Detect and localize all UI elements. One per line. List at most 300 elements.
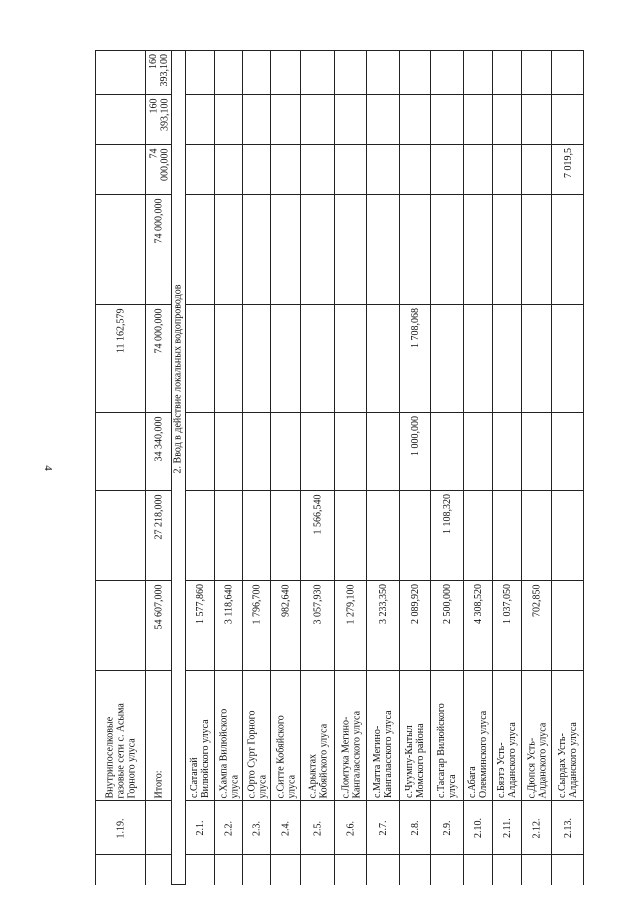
cell-text: с.Арыктах Кобяйского улуса bbox=[306, 723, 329, 798]
cell-value-2021 bbox=[400, 491, 430, 581]
cell-text bbox=[188, 198, 212, 302]
cell-value-2026 bbox=[186, 95, 214, 145]
cell-text: 1 000,000 bbox=[409, 416, 421, 456]
cell-value-2024 bbox=[493, 195, 521, 305]
cell-text bbox=[369, 98, 397, 142]
cell-text: 4 308,520 bbox=[472, 584, 484, 624]
cell-text bbox=[402, 98, 428, 142]
table-row bbox=[492, 50, 521, 885]
cell-text bbox=[433, 98, 461, 142]
cell-text: 1 796,700 bbox=[251, 584, 262, 624]
cell-text: с.Хампа Вилюйского улуса bbox=[217, 708, 240, 798]
cell-value-2025 bbox=[400, 145, 430, 195]
cell-text: 1.19. bbox=[115, 818, 126, 838]
cell-value-2022 bbox=[493, 413, 521, 491]
cell-value-2025 bbox=[146, 145, 171, 195]
cell-name bbox=[493, 671, 521, 801]
cell-value-2027 bbox=[367, 50, 399, 95]
cell-num bbox=[243, 801, 270, 855]
cell-value-2023 bbox=[243, 305, 270, 413]
table-row bbox=[334, 50, 366, 885]
cell-text bbox=[466, 494, 490, 578]
cell-value-2026 bbox=[552, 95, 584, 145]
cell-name bbox=[301, 671, 334, 801]
cell-value-2020 bbox=[400, 581, 430, 671]
cell-value-2020 bbox=[271, 581, 300, 671]
cell-value-2025 bbox=[186, 145, 214, 195]
cell-name bbox=[335, 671, 366, 801]
cell-value-2023 bbox=[400, 305, 430, 413]
cell-value-2020 bbox=[243, 581, 270, 671]
cell-value-2022 bbox=[464, 413, 492, 491]
cell-text bbox=[524, 198, 549, 302]
cell-value-2023 bbox=[271, 305, 300, 413]
cell-value-2026 bbox=[335, 95, 366, 145]
cell-value-2023 bbox=[301, 305, 334, 413]
cell-value-2023 bbox=[146, 305, 171, 413]
cell-value-2025 bbox=[493, 145, 521, 195]
cell-text bbox=[245, 54, 268, 93]
cell-value-2027 bbox=[431, 50, 463, 95]
section-header-cell bbox=[172, 50, 185, 885]
cell-value-2025 bbox=[243, 145, 270, 195]
cell-text bbox=[217, 416, 240, 488]
cell-value-2024 bbox=[243, 195, 270, 305]
cell-text: 2.13. bbox=[562, 818, 574, 838]
cell-value-2021 bbox=[301, 491, 334, 581]
cell-text: 2 500,000 bbox=[441, 584, 453, 624]
cell-text bbox=[495, 308, 519, 410]
cell-name bbox=[522, 671, 551, 801]
cell-text bbox=[554, 416, 582, 488]
cell-value-2026 bbox=[146, 95, 171, 145]
cell-text bbox=[495, 98, 519, 142]
cell-text bbox=[273, 416, 298, 488]
cell-num bbox=[186, 801, 214, 855]
table-row bbox=[521, 50, 551, 885]
cell-text bbox=[245, 198, 268, 302]
cell-text: 2.5. bbox=[312, 820, 323, 836]
cell-text bbox=[98, 98, 143, 142]
cell-value-2022 bbox=[243, 413, 270, 491]
cell-text bbox=[303, 198, 332, 302]
cell-value-2024 bbox=[186, 195, 214, 305]
cell-value-2027 bbox=[493, 50, 521, 95]
cell-text bbox=[273, 494, 298, 578]
cell-text: 160 393,100 bbox=[147, 98, 170, 131]
cell-num bbox=[400, 801, 430, 855]
cell-value-2022 bbox=[431, 413, 463, 491]
cell-text: 7 019,5 bbox=[562, 148, 574, 178]
cell-text bbox=[98, 148, 143, 192]
cell-value-2020 bbox=[367, 581, 399, 671]
cell-value-2020 bbox=[301, 581, 334, 671]
cell-num bbox=[493, 801, 521, 855]
cell-value-2025 bbox=[271, 145, 300, 195]
cell-text bbox=[217, 54, 240, 93]
cell-value-2027 bbox=[335, 50, 366, 95]
table-row bbox=[270, 50, 300, 885]
cell-value-2022 bbox=[552, 413, 584, 491]
cell-name bbox=[464, 671, 492, 801]
cell-value-2027 bbox=[271, 50, 300, 95]
cell-value-2023 bbox=[215, 305, 242, 413]
cell-text bbox=[245, 308, 268, 410]
table-row bbox=[95, 50, 145, 885]
cell-value-2026 bbox=[464, 95, 492, 145]
cell-text bbox=[554, 584, 582, 668]
cell-value-2022 bbox=[400, 413, 430, 491]
cell-text bbox=[466, 198, 490, 302]
cell-value-2024 bbox=[400, 195, 430, 305]
cell-text bbox=[217, 148, 240, 192]
cell-value-2020 bbox=[493, 581, 521, 671]
cell-text: 160 393,100 bbox=[147, 54, 170, 87]
cell-text bbox=[554, 98, 582, 142]
cell-text bbox=[369, 494, 397, 578]
cell-value-2027 bbox=[552, 50, 584, 95]
cell-value-2020 bbox=[522, 581, 551, 671]
cell-value-2021 bbox=[271, 491, 300, 581]
cell-text bbox=[303, 98, 332, 142]
cell-value-2021 bbox=[335, 491, 366, 581]
cell-value-2024 bbox=[431, 195, 463, 305]
cell-num bbox=[215, 801, 242, 855]
cell-value-2021 bbox=[215, 491, 242, 581]
cell-name bbox=[96, 671, 145, 801]
cell-value-2022 bbox=[146, 413, 171, 491]
cell-value-2026 bbox=[522, 95, 551, 145]
cell-text: 27 218,000 bbox=[153, 494, 164, 539]
cell-text: с.Абага Олекминского улуса bbox=[467, 710, 489, 798]
cell-text bbox=[245, 148, 268, 192]
cell-name bbox=[400, 671, 430, 801]
table-row bbox=[214, 50, 242, 885]
cell-value-2024 bbox=[146, 195, 171, 305]
cell-text bbox=[337, 416, 364, 488]
cell-num bbox=[335, 801, 366, 855]
cell-value-2021 bbox=[552, 491, 584, 581]
cell-value-2026 bbox=[301, 95, 334, 145]
cell-value-2021 bbox=[243, 491, 270, 581]
cell-text: 74 000,000 bbox=[147, 148, 170, 181]
cell-name bbox=[431, 671, 463, 801]
cell-text bbox=[188, 54, 212, 93]
cell-value-2020 bbox=[335, 581, 366, 671]
cell-text bbox=[188, 148, 212, 192]
cell-value-2027 bbox=[186, 50, 214, 95]
cell-num bbox=[271, 801, 300, 855]
cell-text bbox=[217, 98, 240, 142]
cell-value-2021 bbox=[522, 491, 551, 581]
cell-value-2026 bbox=[243, 95, 270, 145]
cell-text: с.Тасагар Вилюйского улуса bbox=[436, 703, 458, 798]
cell-text bbox=[337, 54, 364, 93]
section-header-row bbox=[171, 50, 185, 885]
cell-text bbox=[337, 494, 364, 578]
cell-name bbox=[552, 671, 584, 801]
table-row bbox=[145, 50, 171, 885]
cell-value-2026 bbox=[367, 95, 399, 145]
cell-text bbox=[303, 308, 332, 410]
cell-text: 2.4. bbox=[280, 820, 291, 836]
cell-text bbox=[98, 198, 143, 302]
cell-text: 54 607,000 bbox=[153, 584, 164, 629]
cell-value-2024 bbox=[464, 195, 492, 305]
cell-value-2020 bbox=[146, 581, 171, 671]
cell-text: 1 566,540 bbox=[312, 494, 323, 534]
cell-value-2023 bbox=[335, 305, 366, 413]
cell-text: 3 233,350 bbox=[377, 584, 389, 624]
cell-name bbox=[186, 671, 214, 801]
cell-text: 2.12. bbox=[531, 818, 542, 838]
cell-text bbox=[402, 148, 428, 192]
cell-text bbox=[466, 148, 490, 192]
cell-value-2026 bbox=[431, 95, 463, 145]
cell-text bbox=[273, 198, 298, 302]
cell-text bbox=[466, 416, 490, 488]
cell-text: с.Чуумпу-Кытыл Момского района bbox=[404, 723, 426, 798]
cell-value-2027 bbox=[522, 50, 551, 95]
cell-value-2021 bbox=[96, 491, 145, 581]
cell-value-2020 bbox=[186, 581, 214, 671]
cell-value-2025 bbox=[215, 145, 242, 195]
cell-text: 3 118,640 bbox=[223, 584, 234, 624]
cell-value-2025 bbox=[431, 145, 463, 195]
cell-text bbox=[369, 308, 397, 410]
cell-value-2020 bbox=[464, 581, 492, 671]
cell-value-2020 bbox=[215, 581, 242, 671]
cell-text bbox=[369, 54, 397, 93]
cell-value-2022 bbox=[335, 413, 366, 491]
cell-num bbox=[431, 801, 463, 855]
cell-text bbox=[98, 54, 143, 93]
cell-text bbox=[402, 54, 428, 93]
cell-value-2027 bbox=[301, 50, 334, 95]
cell-num bbox=[522, 801, 551, 855]
cell-value-2027 bbox=[146, 50, 171, 95]
cell-text bbox=[369, 148, 397, 192]
cell-text bbox=[303, 54, 332, 93]
cell-value-2022 bbox=[271, 413, 300, 491]
cell-text: 74 000,000 bbox=[153, 308, 164, 353]
cell-text: Внутрипоселковые газовые сети с. Асыма Горного улуса bbox=[104, 702, 137, 798]
cell-text bbox=[148, 804, 169, 852]
cell-value-2020 bbox=[96, 581, 145, 671]
cell-text bbox=[303, 416, 332, 488]
cell-text bbox=[524, 494, 549, 578]
cell-value-2020 bbox=[552, 581, 584, 671]
cell-text bbox=[466, 54, 490, 93]
cell-text: 2.8. bbox=[409, 820, 421, 836]
cell-num bbox=[301, 801, 334, 855]
cell-value-2022 bbox=[522, 413, 551, 491]
cell-value-2020 bbox=[431, 581, 463, 671]
cell-value-2024 bbox=[552, 195, 584, 305]
cell-text: с.Дюпся Усть- Алданского улуса bbox=[525, 722, 548, 798]
cell-text: 2.11. bbox=[501, 818, 513, 838]
cell-value-2023 bbox=[431, 305, 463, 413]
cell-text bbox=[217, 494, 240, 578]
cell-text: 1 279,100 bbox=[345, 584, 356, 624]
cell-num bbox=[464, 801, 492, 855]
cell-text bbox=[369, 198, 397, 302]
cell-text bbox=[495, 416, 519, 488]
cell-text bbox=[273, 98, 298, 142]
cell-text: 2.1. bbox=[194, 820, 206, 836]
table-row bbox=[430, 50, 463, 885]
cell-text: 74 000,000 bbox=[153, 198, 164, 243]
budget-table bbox=[95, 50, 619, 885]
cell-text bbox=[98, 416, 143, 488]
page-number: 4 bbox=[42, 465, 54, 471]
cell-text bbox=[303, 148, 332, 192]
cell-text bbox=[466, 308, 490, 410]
cell-value-2025 bbox=[552, 145, 584, 195]
cell-value-2027 bbox=[464, 50, 492, 95]
table-row bbox=[242, 50, 270, 885]
cell-text bbox=[495, 148, 519, 192]
cell-text: с.Сатагай Вилюйского улуса bbox=[189, 719, 211, 798]
cell-value-2022 bbox=[96, 413, 145, 491]
cell-text bbox=[433, 308, 461, 410]
cell-value-2026 bbox=[96, 95, 145, 145]
cell-text: 2.6. bbox=[345, 820, 356, 836]
cell-text bbox=[433, 416, 461, 488]
table-row bbox=[551, 50, 584, 885]
cell-value-2024 bbox=[301, 195, 334, 305]
cell-value-2024 bbox=[215, 195, 242, 305]
cell-text: 3 057,930 bbox=[312, 584, 323, 624]
table-row bbox=[463, 50, 492, 885]
cell-text bbox=[245, 494, 268, 578]
cell-value-2023 bbox=[552, 305, 584, 413]
cell-text bbox=[188, 416, 212, 488]
cell-text bbox=[433, 198, 461, 302]
cell-text: 2.9. bbox=[441, 820, 453, 836]
cell-text bbox=[188, 98, 212, 142]
cell-text bbox=[466, 98, 490, 142]
cell-value-2022 bbox=[367, 413, 399, 491]
cell-text: с.Сырдах Усть- Алданского улуса bbox=[557, 722, 579, 798]
cell-value-2025 bbox=[464, 145, 492, 195]
cell-value-2025 bbox=[335, 145, 366, 195]
cell-text bbox=[337, 308, 364, 410]
cell-text: 2.3. bbox=[251, 820, 262, 836]
cell-text bbox=[402, 198, 428, 302]
cell-value-2023 bbox=[367, 305, 399, 413]
cell-value-2025 bbox=[522, 145, 551, 195]
cell-value-2021 bbox=[367, 491, 399, 581]
cell-value-2023 bbox=[493, 305, 521, 413]
cell-text bbox=[337, 98, 364, 142]
cell-text bbox=[188, 494, 212, 578]
cell-text bbox=[524, 54, 549, 93]
cell-name bbox=[271, 671, 300, 801]
table-row bbox=[185, 50, 214, 885]
cell-text: 2.10. bbox=[472, 818, 484, 838]
cell-text bbox=[98, 584, 143, 668]
cell-num bbox=[96, 801, 145, 855]
cell-text bbox=[433, 148, 461, 192]
cell-text bbox=[337, 148, 364, 192]
cell-name bbox=[146, 671, 171, 801]
cell-text bbox=[554, 54, 582, 93]
cell-text: 11 162,579 bbox=[115, 308, 126, 353]
cell-value-2025 bbox=[301, 145, 334, 195]
cell-text: 2 089,920 bbox=[409, 584, 421, 624]
cell-text bbox=[273, 148, 298, 192]
cell-text: 34 340,000 bbox=[153, 416, 164, 461]
section-2-title: 2. Ввод в действие локальных водопроводов bbox=[172, 284, 184, 473]
cell-value-2026 bbox=[215, 95, 242, 145]
cell-text bbox=[369, 416, 397, 488]
cell-value-2022 bbox=[215, 413, 242, 491]
cell-value-2021 bbox=[186, 491, 214, 581]
cell-text: с.Матта Мегино- Кангаласского улуса bbox=[372, 710, 394, 798]
cell-num bbox=[146, 801, 171, 855]
cell-text: 2.7. bbox=[377, 820, 389, 836]
cell-value-2024 bbox=[522, 195, 551, 305]
cell-value-2021 bbox=[146, 491, 171, 581]
cell-text bbox=[273, 308, 298, 410]
cell-value-2022 bbox=[186, 413, 214, 491]
cell-text bbox=[554, 198, 582, 302]
cell-text: с.Ситте Кобяйского улуса bbox=[274, 714, 297, 798]
cell-text: с.Ломтука Мегино- Кангаласского улуса bbox=[339, 710, 362, 798]
cell-text bbox=[217, 308, 240, 410]
cell-value-2023 bbox=[96, 305, 145, 413]
cell-text bbox=[188, 308, 212, 410]
cell-text bbox=[495, 494, 519, 578]
cell-text bbox=[337, 198, 364, 302]
cell-value-2027 bbox=[215, 50, 242, 95]
cell-num bbox=[552, 801, 584, 855]
cell-value-2027 bbox=[243, 50, 270, 95]
cell-text bbox=[495, 198, 519, 302]
cell-value-2021 bbox=[464, 491, 492, 581]
cell-text bbox=[524, 148, 549, 192]
cell-text: с.Орто Сурт Горного улуса bbox=[245, 709, 268, 798]
cell-value-2023 bbox=[464, 305, 492, 413]
cell-text bbox=[554, 494, 582, 578]
cell-value-2024 bbox=[271, 195, 300, 305]
cell-name bbox=[215, 671, 242, 801]
cell-value-2023 bbox=[522, 305, 551, 413]
cell-value-2026 bbox=[271, 95, 300, 145]
cell-value-2027 bbox=[400, 50, 430, 95]
cell-text: 702,850 bbox=[531, 584, 542, 617]
cell-text: Итого: bbox=[153, 769, 164, 798]
cell-text bbox=[245, 98, 268, 142]
table-row bbox=[366, 50, 399, 885]
cell-text: 2.2. bbox=[223, 820, 234, 836]
cell-value-2026 bbox=[400, 95, 430, 145]
cell-text: 1 037,050 bbox=[501, 584, 513, 624]
cell-text: 982,640 bbox=[280, 584, 291, 617]
cell-text bbox=[524, 308, 549, 410]
cell-value-2024 bbox=[335, 195, 366, 305]
cell-text bbox=[495, 54, 519, 93]
cell-value-2025 bbox=[96, 145, 145, 195]
cell-name bbox=[243, 671, 270, 801]
cell-text: 1 577,860 bbox=[194, 584, 206, 624]
table-row bbox=[300, 50, 334, 885]
cell-text bbox=[554, 308, 582, 410]
cell-text: 1 108,320 bbox=[441, 494, 453, 534]
cell-text bbox=[98, 494, 143, 578]
cell-text bbox=[217, 198, 240, 302]
